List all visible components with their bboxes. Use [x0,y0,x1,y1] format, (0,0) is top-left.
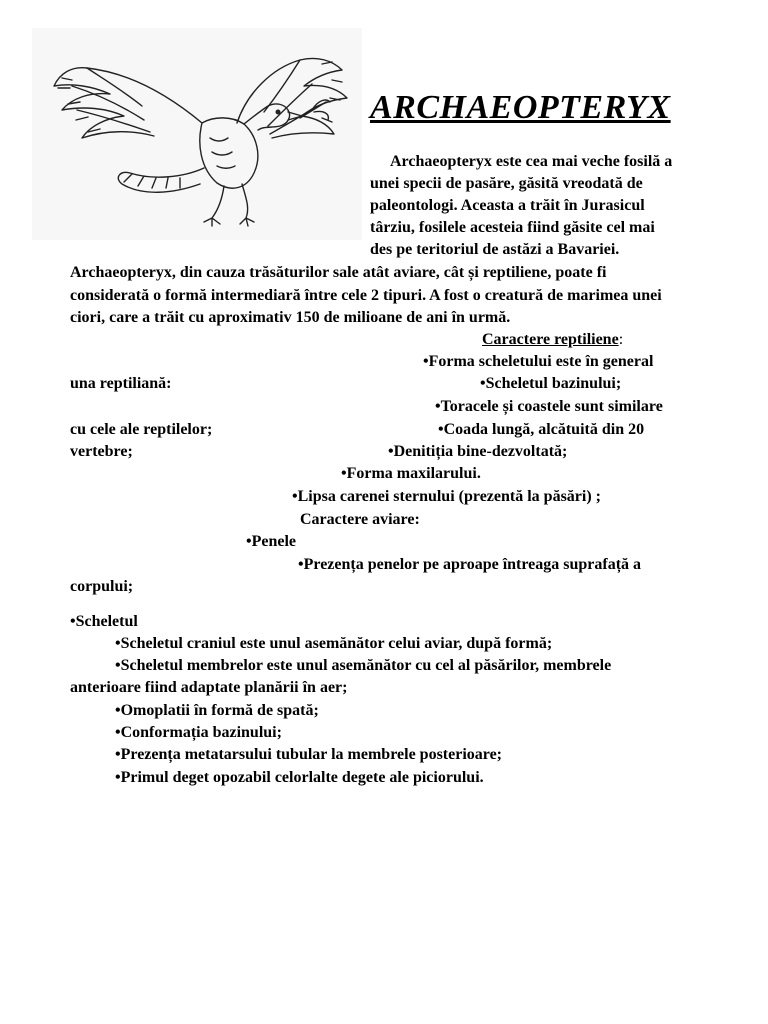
avian-item-2-cont: anterioare fiind adaptate planării în aer; [70,679,348,696]
body-line-3: ciori, care a trăit cu aproximativ 150 de milioane de ani în urmă. [70,309,511,326]
reptilian-heading: Caractere reptiliene: [482,331,624,348]
intro-line-3: paleontologi. Aceasta a trăit în Jurasicul [370,197,645,214]
avian-item-1: •Scheletul craniul este unul asemănător celui aviar, după formă; [115,635,553,652]
intro-line-5: des pe teritoriul de astăzi a Bavariei. [370,241,620,258]
avian-line-1: •Penele [246,533,297,550]
avian-line-3: corpului; [70,578,134,595]
body-line-2: considerată o formă intermediară între cele 2 tipuri. A fost o creatură de marimea unei [70,287,662,304]
reptilian-line-4b: •Coada lungă, alcătuită din 20 [438,421,645,438]
body-line-1: Archaeopteryx, din cauza trăsăturilor sale atât aviare, cât și reptiliene, poate fi [70,264,607,281]
avian-line-2: •Prezența penelor pe aproape întreaga suprafață a [298,556,642,573]
intro-line-1: Archaeopteryx este cea mai veche fosilă a [390,153,673,170]
reptilian-line-3: •Toracele și coastele sunt similare [435,398,663,415]
avian-line-4: •Scheletul [70,613,138,630]
reptilian-line-5a: vertebre; [70,443,133,460]
reptilian-line-4a: cu cele ale reptilelor; [70,421,213,438]
reptilian-line-5b: •Denitiția bine-dezvoltată; [388,443,568,460]
reptilian-line-2b: •Scheletul bazinului; [480,375,622,392]
archaeopteryx-illustration [32,28,362,240]
avian-item-6: •Primul deget opozabil celorlalte degete ale piciorului. [115,769,484,786]
reptilian-line-1: •Forma scheletului este în general [423,353,654,370]
avian-item-3: •Omoplatii în formă de spată; [115,702,319,719]
avian-item-4: •Conformația bazinului; [115,724,282,741]
intro-line-4: târziu, fosilele acesteia fiind găsite cel mai [370,219,655,236]
reptilian-line-6: •Forma maxilarului. [341,465,481,482]
page-title: ARCHAEOPTERYX [370,89,671,126]
intro-line-2: unei specii de pasăre, găsită vreodată de [370,175,643,192]
reptilian-line-7: •Lipsa carenei sternului (prezentă la păsări) ; [292,488,601,505]
avian-heading: Caractere aviare: [300,511,420,528]
reptilian-line-2a: una reptiliană: [70,375,172,392]
avian-item-2: •Scheletul membrelor este unul asemănător cu cel al păsărilor, membrele [115,657,612,674]
avian-item-5: •Prezența metatarsului tubular la membrele posterioare; [115,746,503,763]
